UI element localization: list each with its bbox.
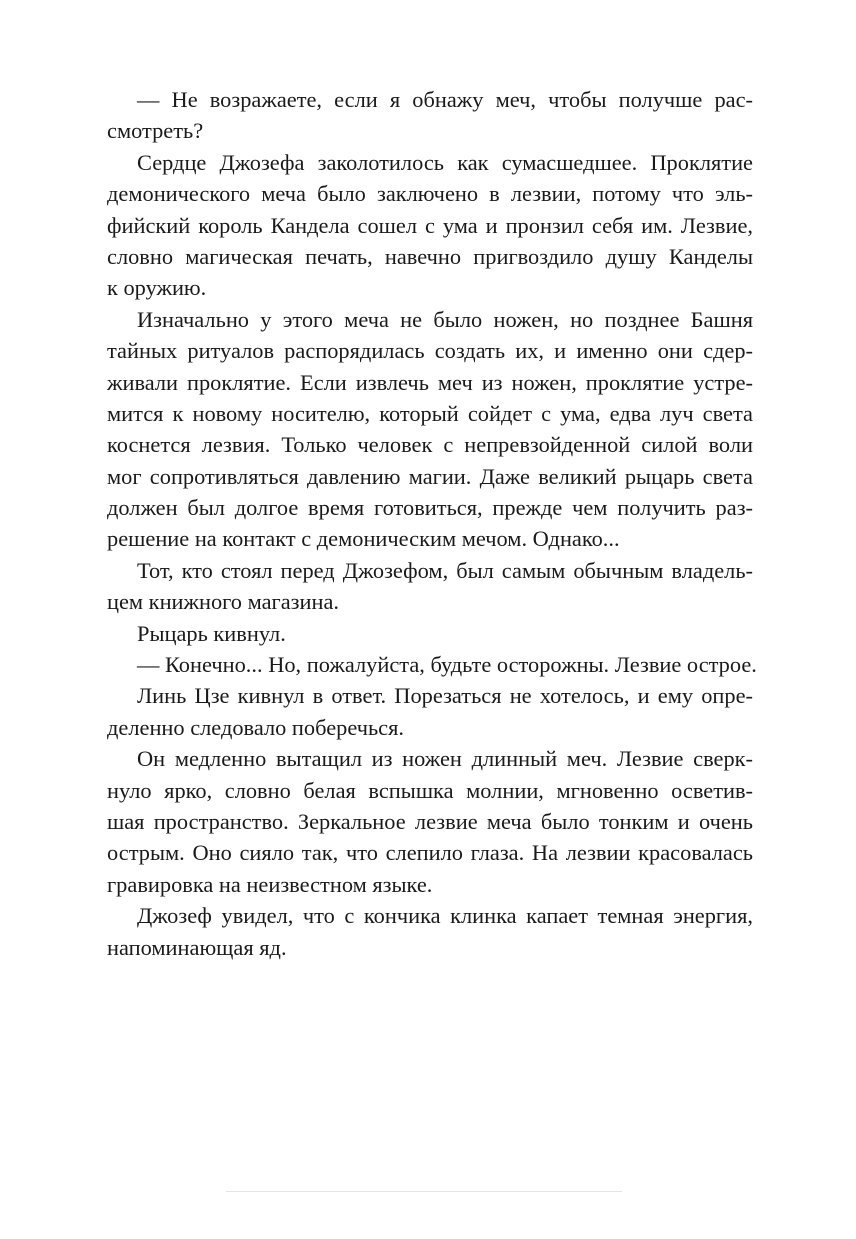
text-line: смотреть? [107,118,204,144]
text-line: мится к новому носителю, который сойдет с ума, едва луч света [107,400,753,426]
text-line: Сердце Джозефа заколотилось как сумасшедшее. Проклятие [137,149,753,175]
text-line: шая пространство. Зеркальное лезвие меча было тонким и очень [107,808,753,834]
page-body-text [107,84,757,963]
text-line: напоминающая яд. [107,934,287,960]
text-line: нуло ярко, словно белая вспышка молнии, мгновенно осветив- [107,777,753,803]
text-line: Изначально у этого меча не было ножен, но позднее Башня [137,306,753,332]
text-line: цем книжного магазина. [107,589,340,615]
text-line: коснется лезвия. Только человек с непревзойденной силой воли [107,432,753,458]
text-line: — Не возражаете, если я обнажу меч, чтобы получше рас- [137,87,753,112]
text-line: Он медленно вытащил из ножен длинный меч. Лезвие сверк- [137,746,753,772]
text-line: демонического меча было заключено в лезвии, потому что эль- [107,181,753,207]
footer-divider [226,1191,622,1192]
text-line: Линь Цзе кивнул в ответ. Порезаться не хотелось, и ему опре- [137,683,753,709]
text-line: решение на контакт с демоническим мечом. Однако... [107,526,620,552]
text-line: живали проклятие. Если извлечь меч из ножен, проклятие устре- [107,369,753,395]
text-line: деленно следовало поберечься. [107,714,405,740]
text-line: должен был долгое время готовиться, прежде чем получить раз- [107,495,753,521]
text-line: Тот, кто стоял перед Джозефом, был самым обычным владель- [137,557,753,583]
text-line: к оружию. [107,275,207,301]
text-line: мог сопротивляться давлению магии. Даже великий рыцарь света [107,463,753,489]
text-line: словно магическая печать, навечно пригвоздило душу Канделы [107,243,753,269]
text-line: — Конечно... Но, пожалуйста, будьте осторожны. Лезвие острое. [137,652,757,678]
text-line: Джозеф увидел, что с кончика клинка капает темная энергия, [137,903,753,929]
text-line: гравировка на неизвестном языке. [107,871,433,897]
text-line: тайных ритуалов распорядилась создать их, и именно они сдер- [107,338,753,364]
text-line: фийский король Кандела сошел с ума и пронзил себя им. Лезвие, [107,212,753,238]
text-line: острым. Оно сияло так, что слепило глаза. На лезвии красовалась [107,840,753,866]
text-line: Рыцарь кивнул. [137,620,286,646]
